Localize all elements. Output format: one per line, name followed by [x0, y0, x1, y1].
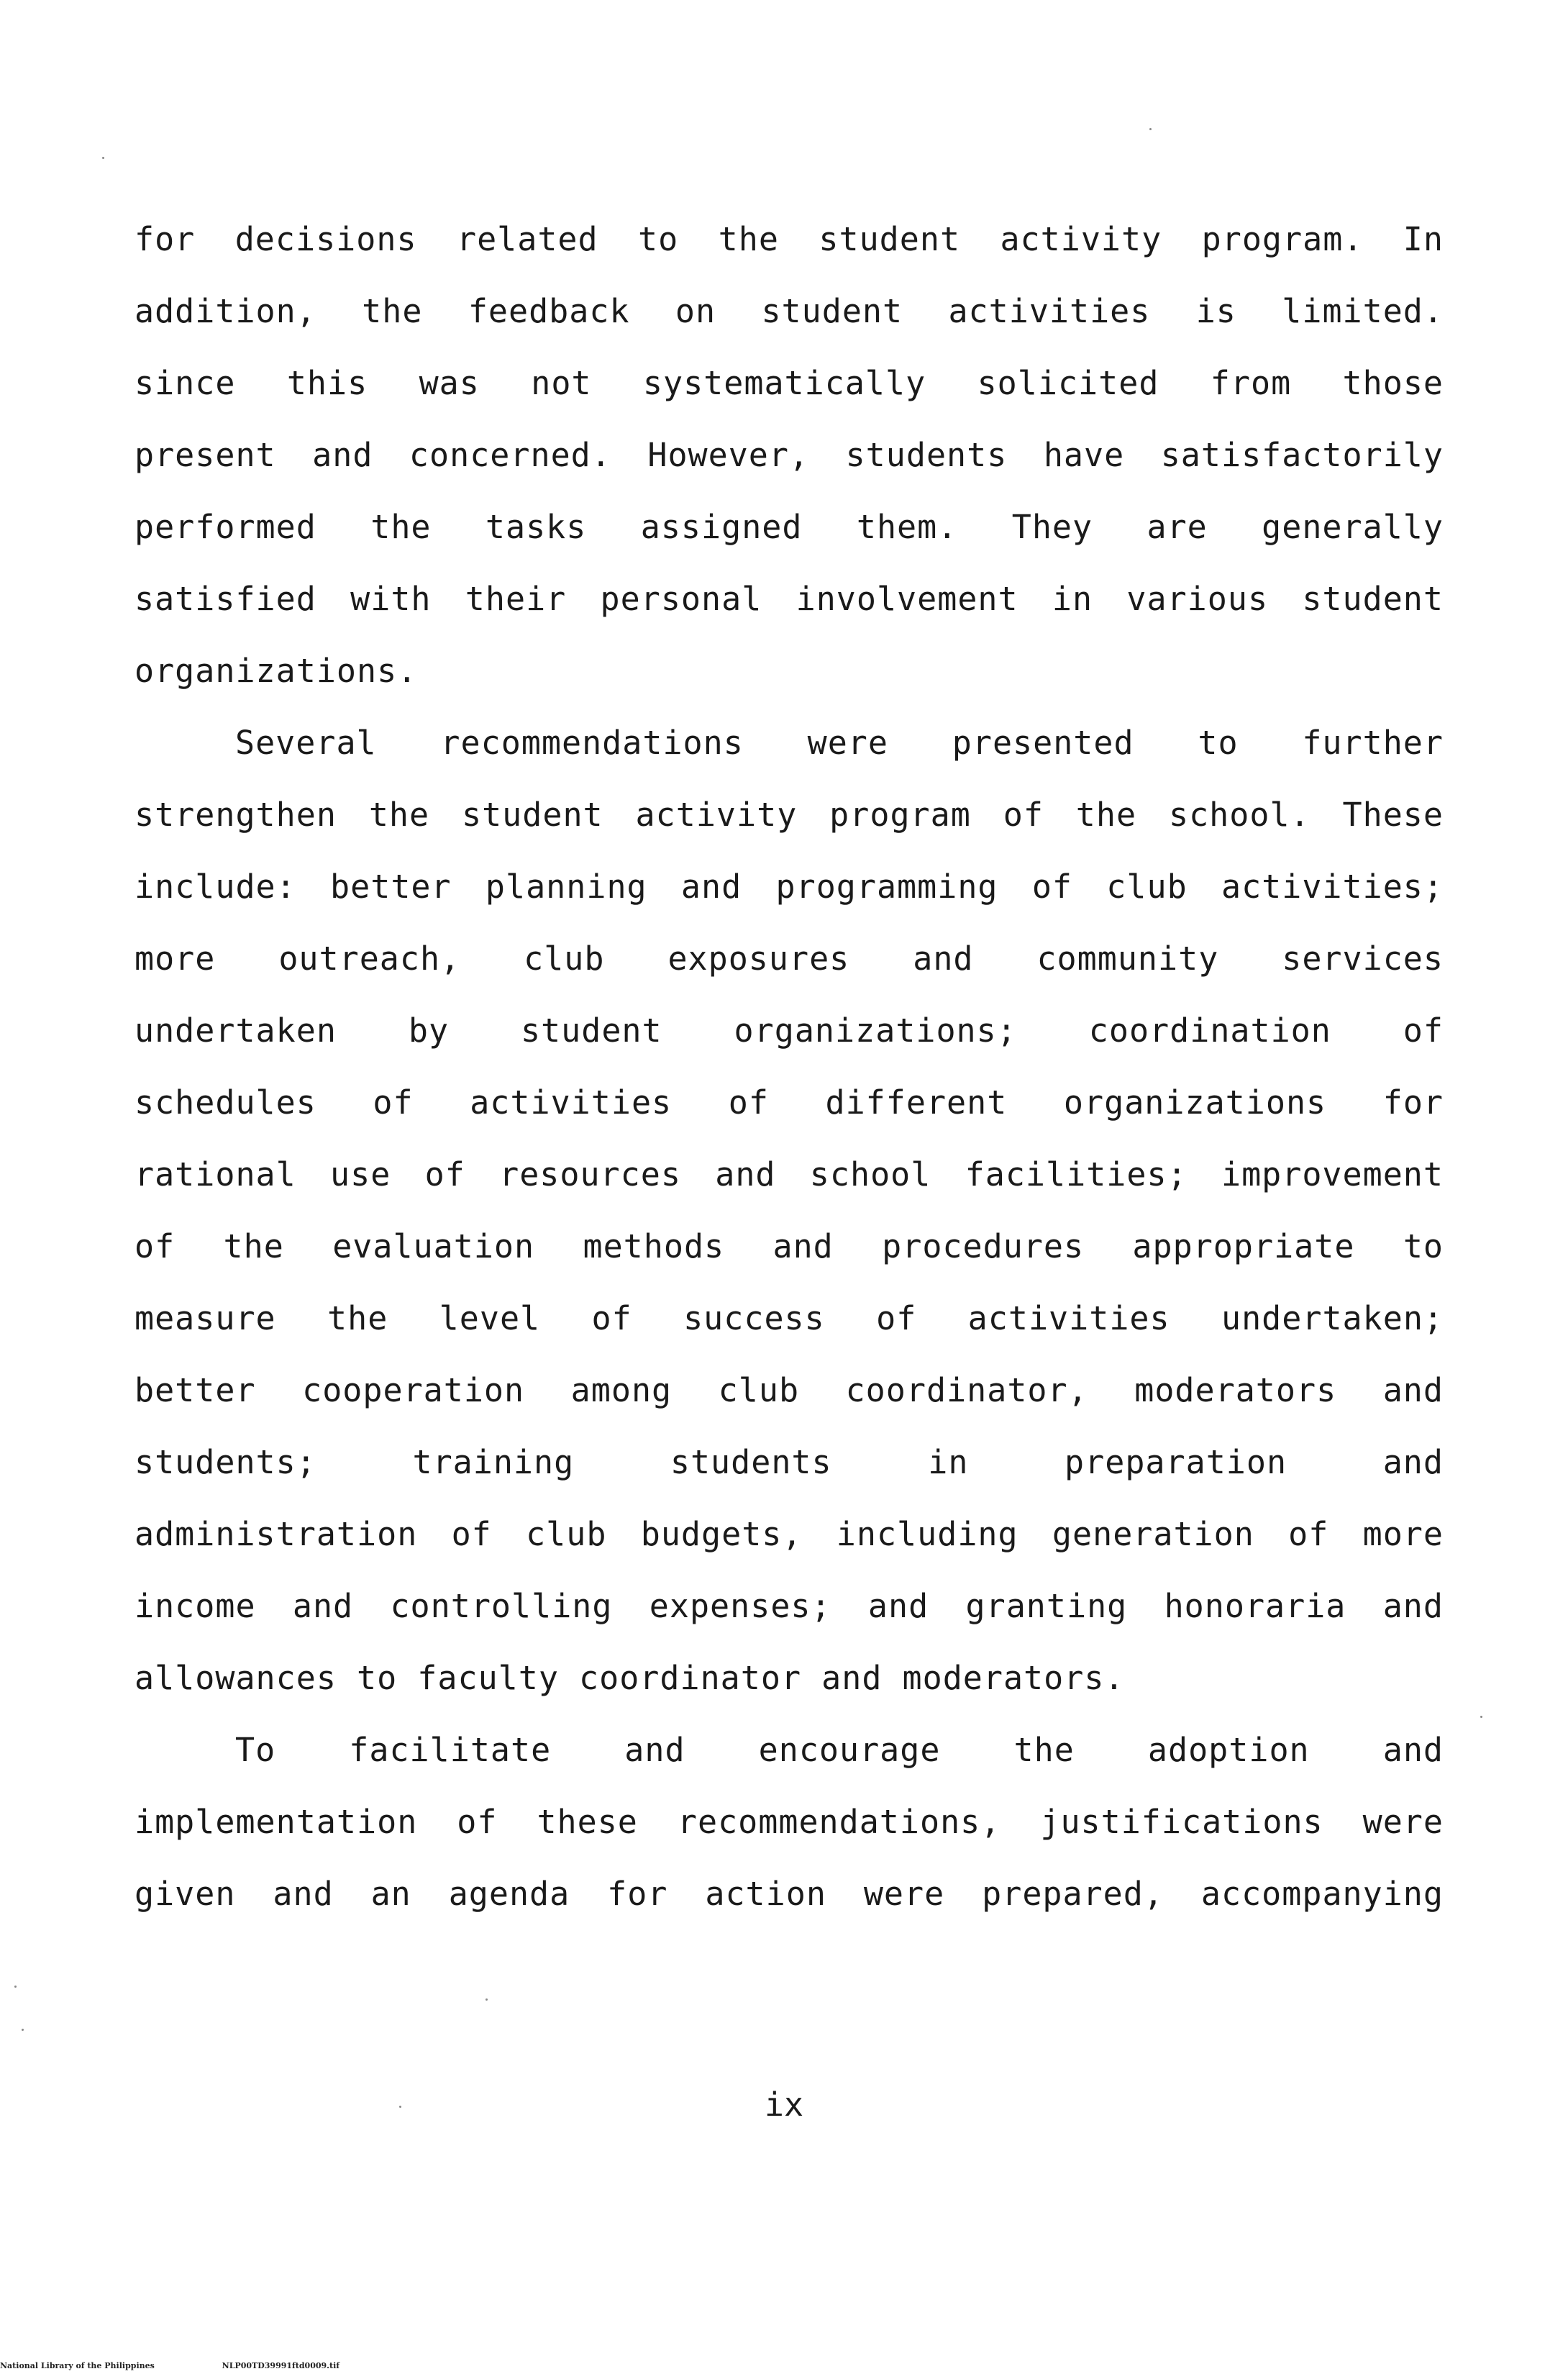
footer-library: National Library of the Philippines	[0, 2361, 155, 2370]
text-line: implementation of these recommendations, justifications were	[135, 1803, 1444, 1841]
scan-speck	[14, 1986, 17, 1988]
scan-speck	[102, 157, 104, 159]
text-line: present and concerned. However, students have satisfactorily	[135, 436, 1444, 474]
text-line: satisfied with their personal involvement in various student	[135, 580, 1444, 618]
scan-speck	[22, 2029, 24, 2031]
text-line: of the evaluation methods and procedures appropriate to	[135, 1227, 1444, 1265]
text-line: Several recommendations were presented to further	[235, 724, 1444, 762]
text-line: schedules of activities of different organizations for	[135, 1083, 1444, 1122]
text-line: organizations.	[135, 652, 418, 690]
text-line: since this was not systematically solicited from those	[135, 364, 1444, 402]
scan-footer	[0, 2360, 575, 2373]
scan-speck	[399, 2106, 401, 2108]
text-line: students; training students in preparation and	[135, 1443, 1444, 1481]
text-line: To facilitate and encourage the adoption and	[235, 1731, 1444, 1769]
text-line: addition, the feedback on student activities is limited.	[135, 292, 1444, 330]
text-line: strengthen the student activity program of the school. These	[135, 796, 1444, 834]
text-line: income and controlling expenses; and granting honoraria and	[135, 1587, 1444, 1625]
text-line: for decisions related to the student activity program. In	[135, 220, 1444, 258]
text-line: include: better planning and programming of club activities;	[135, 868, 1444, 906]
scan-speck	[1480, 1716, 1482, 1718]
text-line: given and an agenda for action were prepared, accompanying	[135, 1875, 1444, 1913]
text-line: better cooperation among club coordinator, moderators and	[135, 1371, 1444, 1409]
scan-speck	[486, 1998, 488, 2001]
page-number: ix	[764, 2086, 804, 2124]
text-line: performed the tasks assigned them. They are generally	[135, 508, 1444, 546]
text-line: allowances to faculty coordinator and moderators.	[135, 1659, 1125, 1697]
text-line: more outreach, club exposures and community services	[135, 940, 1444, 978]
text-line: rational use of resources and school facilities; improvement	[135, 1155, 1444, 1193]
text-line: measure the level of success of activities undertaken;	[135, 1299, 1444, 1337]
text-line: undertaken by student organizations; coordination of	[135, 1011, 1444, 1050]
footer-file-id: NLP00TD39991ftd0009.tif	[222, 2361, 339, 2370]
text-line: administration of club budgets, including generation of more	[135, 1515, 1444, 1553]
scan-speck	[1149, 128, 1152, 130]
